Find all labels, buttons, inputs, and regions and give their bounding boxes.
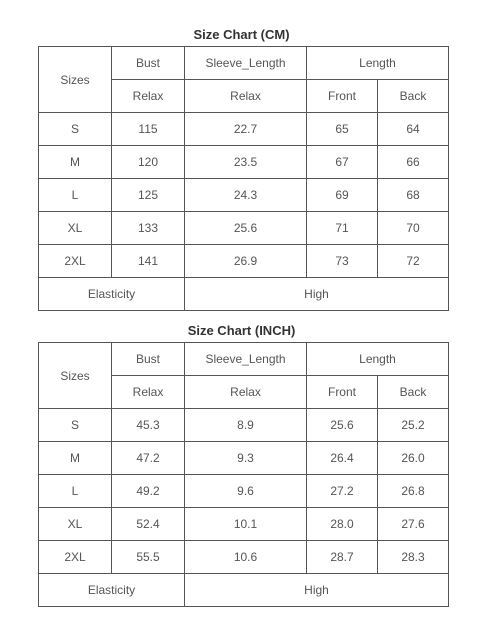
size-chart-inch-table	[38, 342, 449, 607]
back-subheader: Back	[378, 80, 449, 113]
length-header: Length	[307, 47, 449, 80]
bust-header: Bust	[112, 47, 185, 80]
table-row	[39, 541, 449, 574]
table-row	[39, 146, 449, 179]
back-cell: 25.2	[378, 409, 449, 442]
elasticity-row	[39, 278, 449, 311]
sizes-header: Sizes	[39, 47, 112, 113]
table-row	[39, 508, 449, 541]
bust-cell: 45.3	[112, 409, 185, 442]
sleeve-relax-subheader: Relax	[185, 376, 307, 409]
sleeve-relax-subheader: Relax	[185, 80, 307, 113]
size-cell: M	[39, 442, 112, 475]
front-cell: 67	[307, 146, 378, 179]
bust-cell: 115	[112, 113, 185, 146]
bust-cell: 120	[112, 146, 185, 179]
elasticity-label: Elasticity	[39, 574, 185, 607]
sleeve-cell: 8.9	[185, 409, 307, 442]
bust-cell: 133	[112, 212, 185, 245]
back-cell: 66	[378, 146, 449, 179]
back-cell: 26.8	[378, 475, 449, 508]
back-cell: 68	[378, 179, 449, 212]
elasticity-row	[39, 574, 449, 607]
elasticity-value: High	[185, 278, 449, 311]
front-cell: 26.4	[307, 442, 378, 475]
bust-cell: 125	[112, 179, 185, 212]
elasticity-value: High	[185, 574, 449, 607]
front-cell: 25.6	[307, 409, 378, 442]
sleeve-cell: 26.9	[185, 245, 307, 278]
front-cell: 28.7	[307, 541, 378, 574]
sleeve-cell: 10.1	[185, 508, 307, 541]
back-subheader: Back	[378, 376, 449, 409]
front-cell: 28.0	[307, 508, 378, 541]
size-cell: 2XL	[39, 541, 112, 574]
size-chart-inch-title: Size Chart (INCH)	[187, 323, 296, 338]
size-chart-cm-table	[38, 46, 449, 311]
back-cell: 26.0	[378, 442, 449, 475]
front-subheader: Front	[307, 376, 378, 409]
sleeve-cell: 9.3	[185, 442, 307, 475]
size-cell: XL	[39, 508, 112, 541]
bust-relax-subheader: Relax	[112, 376, 185, 409]
front-subheader: Front	[307, 80, 378, 113]
sleeve-length-header: Sleeve_Length	[185, 47, 307, 80]
table-row	[39, 113, 449, 146]
back-cell: 28.3	[378, 541, 449, 574]
bust-header: Bust	[112, 343, 185, 376]
sizes-header: Sizes	[39, 343, 112, 409]
size-chart-cm-title: Size Chart (CM)	[193, 27, 290, 42]
table-row	[39, 212, 449, 245]
table-row	[39, 409, 449, 442]
size-cell: L	[39, 475, 112, 508]
back-cell: 64	[378, 113, 449, 146]
size-cell: S	[39, 113, 112, 146]
front-cell: 69	[307, 179, 378, 212]
table-row	[39, 245, 449, 278]
table-row	[39, 179, 449, 212]
size-cell: 2XL	[39, 245, 112, 278]
bust-cell: 52.4	[112, 508, 185, 541]
sleeve-cell: 23.5	[185, 146, 307, 179]
sleeve-cell: 10.6	[185, 541, 307, 574]
size-cell: XL	[39, 212, 112, 245]
sleeve-cell: 25.6	[185, 212, 307, 245]
sleeve-cell: 9.6	[185, 475, 307, 508]
size-cell: S	[39, 409, 112, 442]
size-cell: M	[39, 146, 112, 179]
bust-cell: 55.5	[112, 541, 185, 574]
table-row	[39, 475, 449, 508]
back-cell: 72	[378, 245, 449, 278]
bust-cell: 49.2	[112, 475, 185, 508]
front-cell: 73	[307, 245, 378, 278]
sleeve-cell: 22.7	[185, 113, 307, 146]
length-header: Length	[307, 343, 449, 376]
front-cell: 71	[307, 212, 378, 245]
size-cell: L	[39, 179, 112, 212]
sleeve-cell: 24.3	[185, 179, 307, 212]
bust-relax-subheader: Relax	[112, 80, 185, 113]
bust-cell: 141	[112, 245, 185, 278]
header-row	[39, 343, 449, 376]
bust-cell: 47.2	[112, 442, 185, 475]
front-cell: 65	[307, 113, 378, 146]
back-cell: 70	[378, 212, 449, 245]
sleeve-length-header: Sleeve_Length	[185, 343, 307, 376]
header-row	[39, 47, 449, 80]
elasticity-label: Elasticity	[39, 278, 185, 311]
table-row	[39, 442, 449, 475]
back-cell: 27.6	[378, 508, 449, 541]
front-cell: 27.2	[307, 475, 378, 508]
